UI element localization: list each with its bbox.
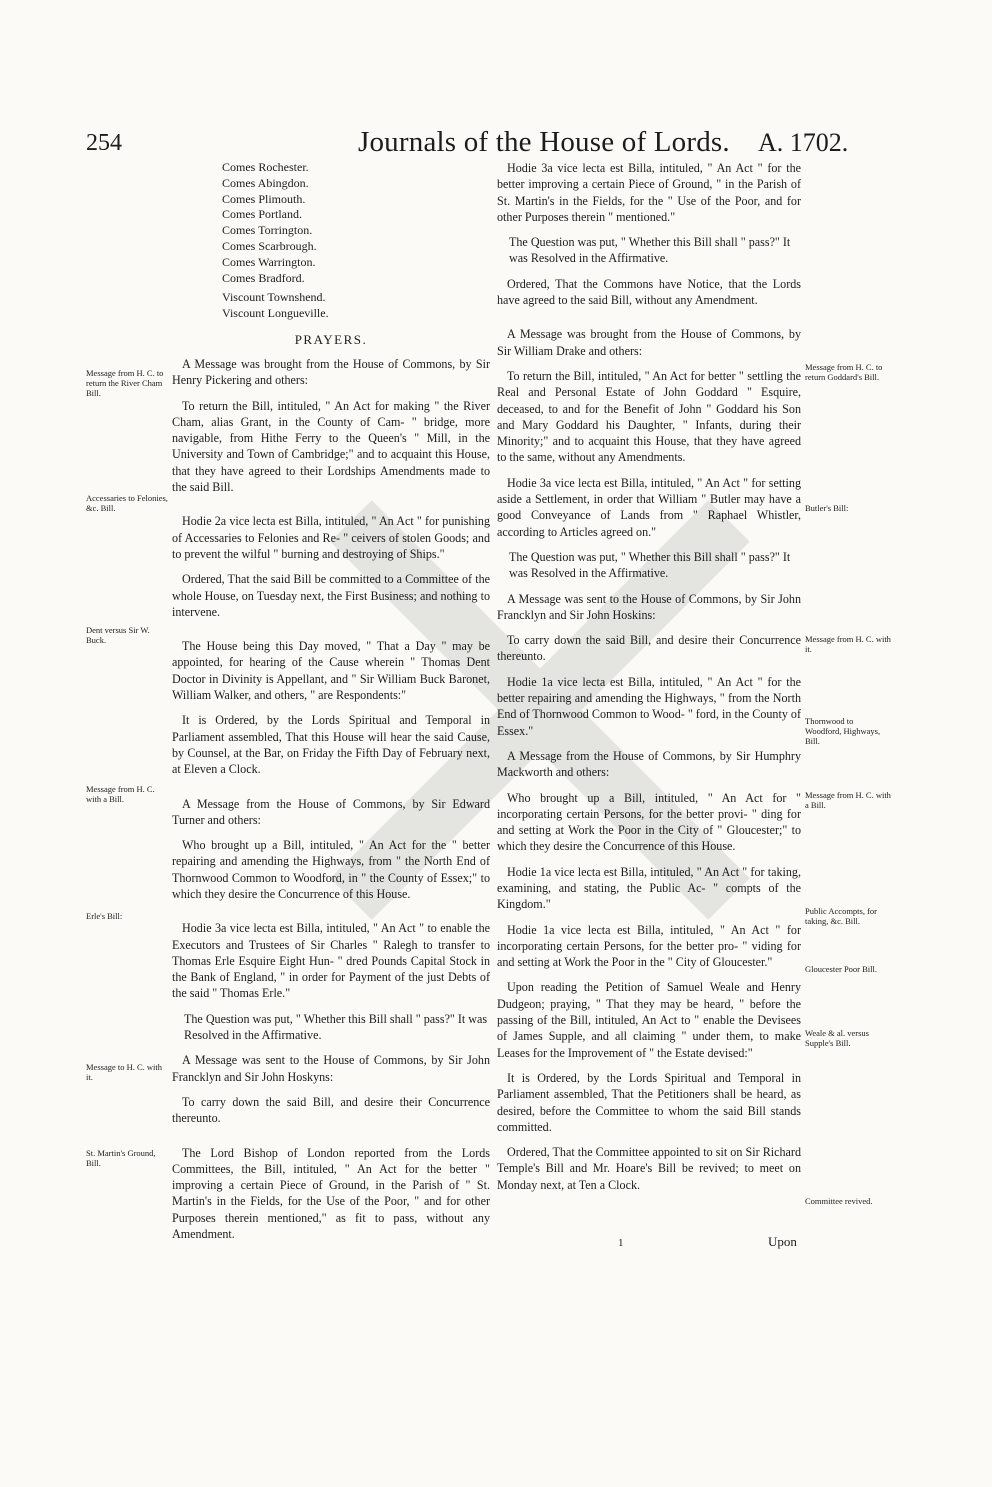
entry-paragraph: Hodie 3a vice lecta est Billa, intituled, " An Act " to enable the Executors and Trustees of Sir Charles " Ralegh to transfer to Thomas Erle Esquire Eight Hun- " dred Pounds Capital Stock in the Bank of England, " in order for Payment of the just Debts of the said " Thomas Erle."	[172, 921, 490, 1001]
question-resolution: The Question was put, " Whether this Bill shall " pass?" It was Resolved in the Affirmative.	[509, 549, 791, 581]
margin-note: Thornwood to Woodford, Highways, Bill.	[805, 716, 881, 746]
entry-paragraph: The House being this Day moved, " That a Day " may be appointed, for hearing of the Cause wherein " Thomas Dent Doctor in Divinity is Appellant, and " Sir William Buck Baronet, William Walker, and others, " are Respondents:"	[172, 639, 490, 703]
entry-paragraph: A Message was sent to the House of Commons, by Sir John Francklyn and Sir John Hoskins:	[497, 591, 801, 622]
entry-paragraph: Ordered, That the said Bill be committed to a Committee of the whole House, on Tuesday next, the First Business; and nothing to intervene.	[172, 572, 490, 619]
entry-paragraph: Hodie 3a vice lecta est Billa, intituled, " An Act " for setting aside a Settlement, in order that William " Butler may have a good Conveyance of Lands from " Raphael Whistler, according to Articles agreed on."	[497, 475, 801, 539]
entry-paragraph: It is Ordered, by the Lords Spiritual and Temporal in Parliament assembled, That the Petitioners shall be heard, as desired, before the Committee to whom the said Bill stands committed.	[497, 1070, 801, 1134]
lords-list	[172, 160, 490, 286]
section-heading: PRAYERS.	[294, 331, 368, 347]
entry-paragraph: To return the Bill, intituled, " An Act for making " the River Cham, alias Grant, in the County of Cam- " bridge, more navigable, from Hithe Ferry to the Queen's " Mill, in the University and Town of Cambridge;" and to acquaint this House, that they have agreed to their Lordships Amendments made to the said Bill.	[172, 398, 490, 495]
margin-note: Weale & al. versus Supple's Bill.	[805, 1028, 869, 1048]
entry-paragraph: It is Ordered, by the Lords Spiritual and Temporal in Parliament assembled, That this House will hear the said Cause, by Counsel, at the Bar, on Friday the Fifth Day of February next, at Eleven a Clock.	[172, 713, 490, 777]
entry-paragraph: A Message was brought from the House of Commons, by Sir William Drake and others:	[497, 327, 801, 358]
margin-note: Message to H. C. with it.	[86, 1062, 163, 1082]
entry-paragraph: Hodie 2a vice lecta est Billa, intituled, " An Act " for punishing of Accessaries to Felonies and Re- " ceivers of stolen Goods; and to prevent the wilful " burning and destroying of Ships."	[172, 514, 490, 561]
question-resolution: The Question was put, " Whether this Bill shall " pass?" It was Resolved in the Affirmative.	[184, 1011, 488, 1043]
entry-paragraph: To return the Bill, intituled, " An Act for better " settling the Real and Personal Estate of John Goddard " Esquire, deceased, to and for the Benefit of John " Goddard his Son and Mary Goddard his Daughter, " Infants, during their Minority;" and to acquaint this House, that they have agreed to the same, without any Amendments.	[497, 368, 801, 465]
margin-note: Message from H. C. to return the River Cham Bill.	[86, 368, 164, 398]
entry-paragraph: Who brought up a Bill, intituled, " An Act for " incorporating certain Persons, for the better provi- " ding for and setting at Work the Poor in the City of " Gloucester;" to which they desire the Concurrence of this House.	[497, 790, 801, 854]
margin-note: Public Accompts, for taking, &c. Bill.	[805, 906, 878, 926]
question-resolution: The Question was put, " Whether this Bill shall " pass?" It was Resolved in the Affirmative.	[509, 235, 791, 266]
signature-mark: 1	[618, 1237, 624, 1249]
year-heading: A. 1702.	[758, 128, 849, 157]
viscount-item: Viscount Longueville.	[222, 306, 329, 321]
entry-paragraph: Who brought up a Bill, intituled, " An Act for the " better repairing and amending the Highways, from " the North End of Thornwood Common to Woodford, in " the County of Essex;" to which they desire the Concurrence of this House.	[172, 838, 490, 901]
entry-paragraph: A Message was brought from the House of Commons, by Sir Henry Pickering and others:	[172, 356, 490, 388]
catchword: Upon	[768, 1234, 797, 1249]
entry-paragraph: A Message from the House of Commons, by Sir Edward Turner and others:	[172, 796, 490, 827]
entry-paragraph: To carry down the said Bill, and desire their Concurrence thereunto.	[497, 633, 801, 664]
lords-list-item: Comes Abingdon.	[222, 175, 309, 190]
viscount-item: Viscount Townshend.	[222, 290, 326, 305]
entry-paragraph: Hodie 1a vice lecta est Billa, intituled, " An Act " for incorporating certain Persons, for the better pro- " viding for and setting at Work the Poor in the " City of Gloucester."	[497, 922, 801, 970]
left-column	[172, 160, 490, 1251]
entry-paragraph: Upon reading the Petition of Samuel Weale and Henry Dudgeon; praying, " That they may be heard, " before the passing of the Bill, intituled, An Act to " enable the Devisees of James Supple, and all claiming " under them, to make Leases for the Improvement of " the Estate devised:"	[497, 980, 801, 1060]
entry-paragraph: The Lord Bishop of London reported from the Lords Committees, the Bill, intituled, " An Act for the better " improving a certain Piece of Ground, in the Parish of " St. Martin's in the Fields, for the Use of the Poor, " and for other Purposes therein mentioned," as fit to pass, without any Amendment.	[172, 1145, 490, 1242]
viscounts-list	[172, 290, 490, 322]
page-number: 254	[86, 130, 122, 156]
margin-note: Erle's Bill:	[86, 911, 123, 921]
lords-list-item: Comes Scarbrough.	[222, 238, 317, 253]
entry-paragraph: To carry down the said Bill, and desire their Concurrence thereunto.	[172, 1094, 490, 1126]
entry-paragraph: Ordered, That the Committee appointed to sit on Sir Richard Temple's Bill and Mr. Hoare's Bill be revived; to meet on Monday next, at Ten a Clock.	[497, 1145, 801, 1192]
entry-paragraph: A Message from the House of Commons, by Sir Humphry Mackworth and others:	[497, 748, 801, 780]
margin-note: Butler's Bill:	[805, 503, 849, 513]
margin-note: St. Martin's Ground, Bill.	[86, 1148, 156, 1168]
margin-note: Message from H. C. to return Goddard's Bill.	[805, 362, 883, 382]
right-column	[497, 160, 801, 1202]
margin-note: Message from H. C. with it.	[805, 634, 891, 654]
entry-paragraph: Hodie 3a vice lecta est Billa, intituled, " An Act " for the better improving a certain Piece of Ground, " in the Parish of St. Martin's in the Fields, for the " Use of the Poor, and for other Purposes therein " mentioned."	[497, 161, 801, 224]
margin-note: Accessaries to Felonies, &c. Bill.	[86, 493, 168, 513]
lords-list-item: Comes Rochester.	[222, 160, 309, 174]
lords-list-item: Comes Torrington.	[222, 223, 313, 238]
margin-note: Dent versus Sir W. Buck.	[86, 625, 150, 645]
running-title: Journals of the House of Lords.	[358, 126, 730, 158]
margin-note: Message from H. C. with a Bill.	[805, 790, 891, 810]
entry-paragraph: Hodie 1a vice lecta est Billa, intituled, " An Act " for taking, examining, and stating, the Public Ac- " compts of the Kingdom."	[497, 864, 801, 912]
lords-list-item: Comes Plimouth.	[222, 191, 306, 206]
margin-note: Message from H. C. with a Bill.	[86, 784, 155, 804]
lords-list-item: Comes Bradford.	[222, 270, 305, 285]
entry-paragraph: A Message was sent to the House of Commons, by Sir John Francklyn and Sir John Hoskyns:	[172, 1053, 490, 1084]
entry-paragraph: Ordered, That the Commons have Notice, that the Lords have agreed to the said Bill, without any Amendment.	[497, 276, 801, 308]
margin-note: Committee revived.	[805, 1196, 873, 1206]
margin-note: Gloucester Poor Bill.	[805, 964, 878, 974]
entry-paragraph: Hodie 1a vice lecta est Billa, intituled, " An Act " for the better repairing and amending the Highways, " from the North End of Thornwood Common to Wood- " ford, in the County of Essex."	[497, 674, 801, 738]
lords-list-item: Comes Portland.	[222, 207, 302, 222]
lords-list-item: Comes Warrington.	[222, 254, 316, 269]
